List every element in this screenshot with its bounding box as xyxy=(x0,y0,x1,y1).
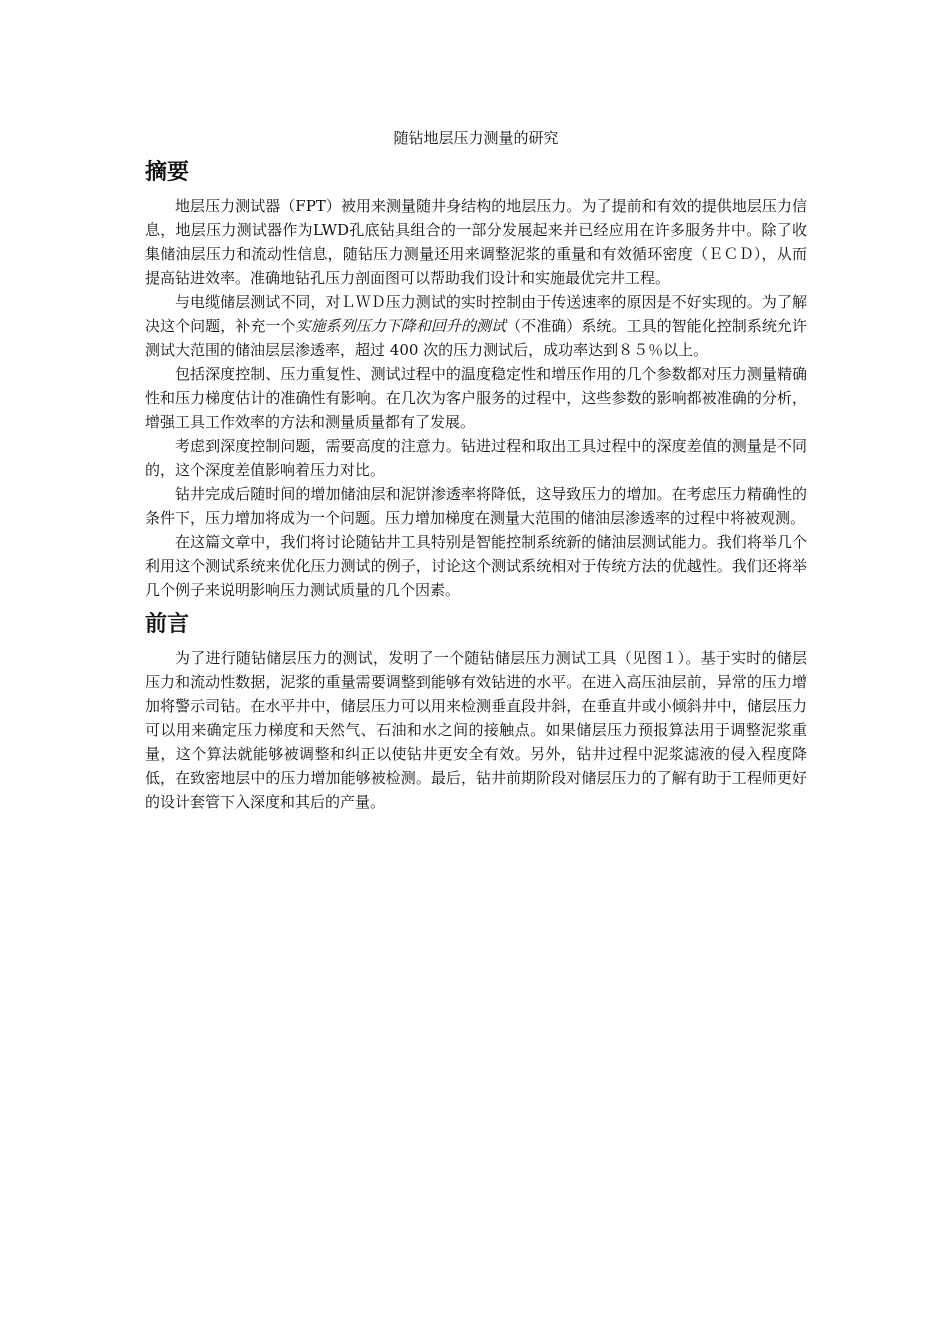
document-page xyxy=(145,120,807,814)
document-title: 随钻地层压力测量的研究 xyxy=(393,129,559,147)
abstract-paragraph-2 xyxy=(145,290,807,362)
intro-heading: 前言 xyxy=(145,612,190,637)
abstract-paragraph-3: 包括深度控制、压力重复性、测试过程中的温度稳定性和增压作用的几个参数都对压力测量精确性和压力梯度估计的准确性有影响。在几次为客户服务的过程中，这些参数的影响都被准确的分析，增强工具工作效率的方法和测量质量都有了发展。 xyxy=(145,365,807,431)
abstract-heading: 摘要 xyxy=(145,160,190,185)
abstract-paragraph-5: 钻井完成后随时间的增加储油层和泥饼渗透率将降低，这导致压力的增加。在考虑压力精确性的条件下，压力增加将成为一个问题。压力增加梯度在测量大范围的储油层渗透率的过程中将被观测。 xyxy=(145,485,807,527)
abstract-paragraph-2-text-a: 与电缆储层测试不同，对ＬＷＤ压力测试的实时控制由于传送速率的原因是不好实现的。为了解决这个问题，补充一个 xyxy=(145,293,807,335)
abstract-paragraph-1: 地层压力测试器（FPT）被用来测量随井身结构的地层压力。为了提前和有效的提供地层压力信息，地层压力测试器作为LWD孔底钻具组合的一部分发展起来并已经应用在许多服务井中。除了收集储油层压力和流动性信息，随钻压力测量还用来调整泥浆的重量和有效循环密度（ＥＣＤ），从而提高钻进效率。准确地钻孔压力剖面图可以帮助我们设计和实施最优完井工程。 xyxy=(145,197,807,287)
abstract-paragraph-6: 在这篇文章中，我们将讨论随钻井工具特别是智能控制系统新的储油层测试能力。我们将举几个利用这个测试系统来优化压力测试的例子，讨论这个测试系统相对于传统方法的优越性。我们还将举几个例子来说明影响压力测试质量的几个因素。 xyxy=(145,533,807,599)
intro-paragraph-1: 为了进行随钻储层压力的测试，发明了一个随钻储层压力测试工具（见图１）。基于实时的储层压力和流动性数据，泥浆的重量需要调整到能够有效钻进的水平。在进入高压油层前，异常的压力增加将警示司钻。在水平井中，储层压力可以用来检测垂直段井斜，在垂直井或小倾斜井中，储层压力可以用来确定压力梯度和天然气、石油和水之间的接触点。如果储层压力预报算法用于调整泥浆重量，这个算法就能够被调整和纠正以使钻井更安全有效。另外，钻井过程中泥浆滤液的侵入程度降低，在致密地层中的压力增加能够被检测。最后，钻井前期阶段对储层压力的了解有助于工程师更好的设计套管下入深度和其后的产量。 xyxy=(145,649,807,811)
abstract-paragraph-2-text-b: （不准确）系统。工具的智能化控制系统允许测试大范围的储油层层渗透率，超过 400 次的压力测试后，成功率达到８５％以上。 xyxy=(145,317,807,359)
abstract-paragraph-2-italic: 实施系列压力下降和回升的测试 xyxy=(295,317,507,335)
abstract-paragraph-4: 考虑到深度控制问题，需要高度的注意力。钻进过程和取出工具过程中的深度差值的测量是不同的，这个深度差值影响着压力对比。 xyxy=(145,437,807,479)
